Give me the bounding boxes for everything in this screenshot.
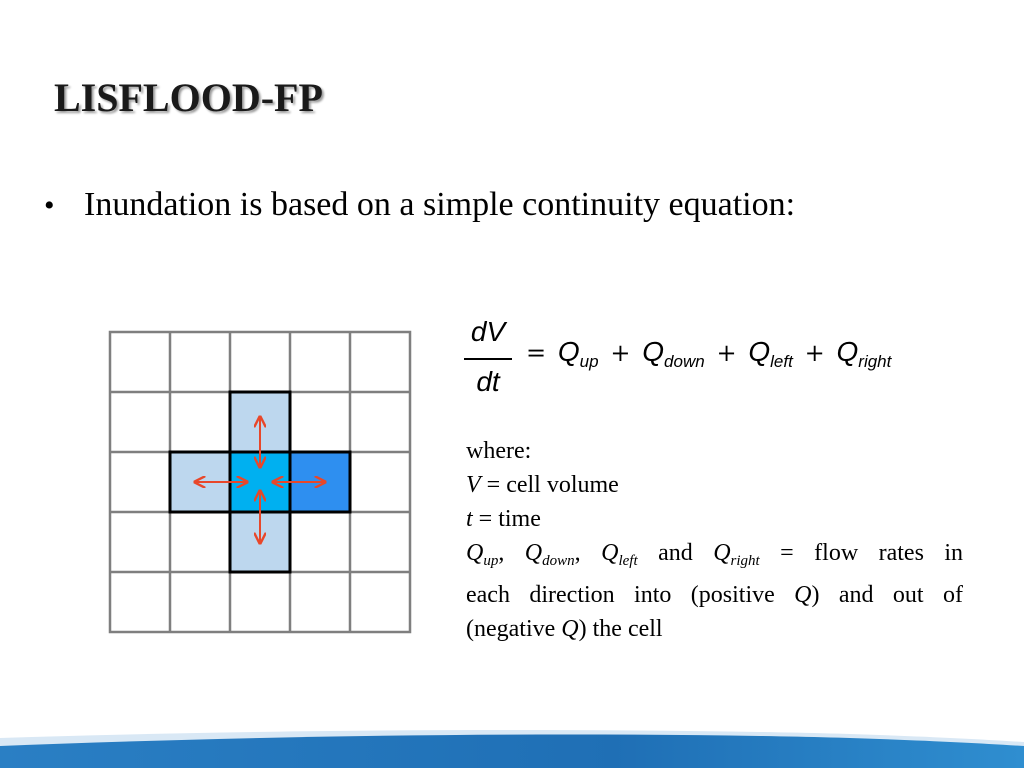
fraction-numerator: dV [470, 316, 506, 347]
q-right: Q [836, 336, 859, 367]
q-down: Q [642, 336, 665, 367]
definition-flows-line-1: $Q_{up}$, $Q_{down}$, $Q_{left}$ and $Q_{right}$ = flow rates in [466, 540, 964, 569]
t-symbol: t [466, 506, 473, 532]
plus-sign: + [716, 339, 737, 367]
bullet-item [44, 186, 795, 224]
footer-wave-band [0, 716, 1024, 768]
where-label: where: [466, 438, 532, 464]
q-right-symbol-sub: right [730, 553, 760, 569]
definition-t [466, 502, 963, 536]
q-up-symbol: Q [466, 540, 484, 566]
q-left-symbol-sub: left [618, 553, 638, 569]
definition-v [466, 468, 963, 502]
continuity-equation [460, 316, 920, 406]
and-word: and [658, 540, 693, 566]
q-left-symbol: Q [601, 540, 619, 566]
t-definition: = time [472, 506, 541, 532]
definition-flows-line-3 [466, 612, 963, 646]
fraction-denominator: dt [476, 366, 500, 397]
q-up-subscript: up [579, 352, 599, 371]
plus-sign: + [610, 339, 631, 367]
q-up-symbol-sub: up [483, 553, 499, 569]
bullet-marker: • [44, 189, 55, 222]
flow-line-2-q: Q [794, 582, 812, 608]
variable-definitions [466, 434, 963, 646]
slide-title: LISFLOOD-FP [54, 75, 323, 120]
q-down-symbol-sub: down [542, 553, 575, 569]
q-right-subscript: right [858, 352, 892, 371]
fraction-bar [464, 358, 512, 360]
v-definition: = cell volume [480, 472, 619, 498]
flow-line-3-end: ) the cell [578, 616, 663, 642]
v-symbol: V [466, 472, 481, 498]
plus-sign: + [804, 339, 825, 367]
q-left-subscript: left [770, 352, 793, 371]
q-down-subscript: down [664, 352, 705, 371]
flow-line-2-end: ) and out of [811, 582, 963, 608]
q-down-symbol: Q [524, 540, 543, 566]
flow-rates-text: = flow rates in [780, 540, 964, 566]
grid-diagram [100, 322, 420, 642]
flow-line-2-text: each direction into (positive [466, 582, 795, 608]
definition-flows-line-2 [466, 578, 963, 612]
q-left: Q [748, 336, 771, 367]
equation-rhs [522, 336, 891, 372]
bullet-text: Inundation is based on a simple continuity equation: [84, 186, 796, 223]
q-right-symbol: Q [713, 540, 731, 566]
q-up: Q [557, 336, 580, 367]
flow-line-3-start: (negative [466, 616, 562, 642]
flow-line-3-q: Q [561, 616, 579, 642]
equals-sign: = [526, 339, 547, 367]
